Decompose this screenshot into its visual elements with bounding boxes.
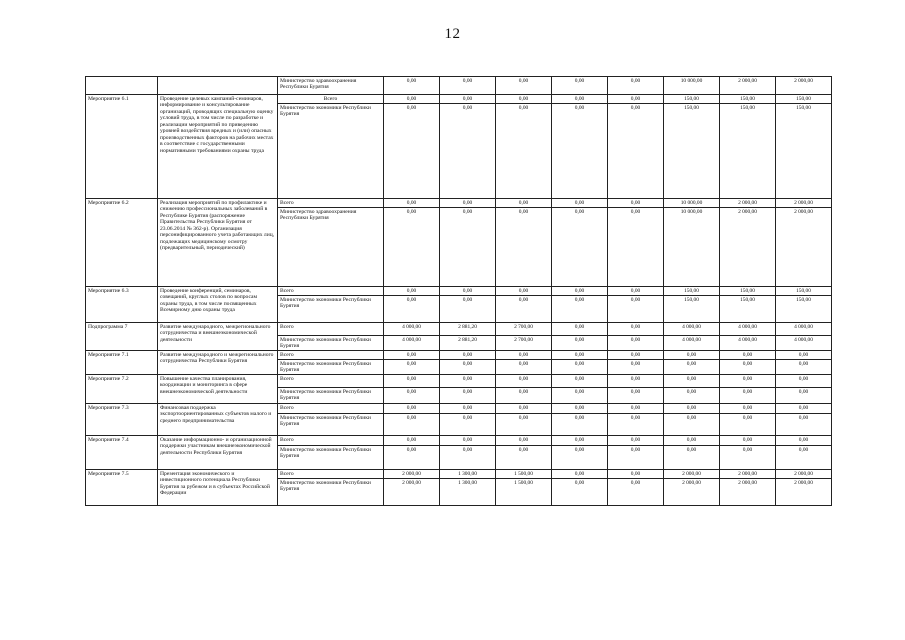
funding-value-cell: 0,00 xyxy=(496,388,552,404)
funding-value-cell: 0,00 xyxy=(440,104,496,199)
funding-value-cell: 150,00 xyxy=(664,104,720,199)
funding-value-cell: 0,00 xyxy=(440,199,496,208)
measure-name-cell: Мероприятие 7.1 xyxy=(86,351,158,375)
table-row xyxy=(86,95,832,104)
funding-value-cell: 2 000,00 xyxy=(776,77,832,95)
funding-value-cell: 2 000,00 xyxy=(776,208,832,287)
measure-name-cell: Мероприятие 7.2 xyxy=(86,375,158,404)
funding-value-cell: 0,00 xyxy=(664,351,720,360)
funding-value-cell: 0,00 xyxy=(440,414,496,436)
funding-value-cell: 0,00 xyxy=(608,360,664,375)
funding-value-cell: 0,00 xyxy=(384,414,440,436)
executor-cell: Министерство здравоохранения Республики Бурятия xyxy=(278,208,384,287)
funding-value-cell: 0,00 xyxy=(496,77,552,95)
executor-cell: Всего xyxy=(278,95,384,104)
funding-value-cell: 0,00 xyxy=(384,296,440,323)
funding-value-cell: 0,00 xyxy=(496,95,552,104)
funding-value-cell: 0,00 xyxy=(552,404,608,414)
funding-value-cell: 0,00 xyxy=(608,404,664,414)
funding-value-cell: 150,00 xyxy=(776,287,832,296)
funding-value-cell: 0,00 xyxy=(776,375,832,388)
executor-cell: Всего xyxy=(278,404,384,414)
funding-value-cell: 0,00 xyxy=(664,446,720,470)
funding-value-cell: 2 000,00 xyxy=(664,479,720,506)
table-row xyxy=(86,351,832,360)
funding-value-cell: 0,00 xyxy=(608,77,664,95)
funding-value-cell: 0,00 xyxy=(384,446,440,470)
funding-value-cell: 0,00 xyxy=(552,351,608,360)
funding-value-cell: 4 000,00 xyxy=(720,336,776,351)
funding-value-cell: 0,00 xyxy=(440,388,496,404)
funding-value-cell: 0,00 xyxy=(776,388,832,404)
funding-value-cell: 4 000,00 xyxy=(384,336,440,351)
funding-value-cell: 0,00 xyxy=(776,446,832,470)
table-row xyxy=(86,404,832,414)
funding-value-cell: 0,00 xyxy=(384,375,440,388)
measure-name-cell: Мероприятие 7.3 xyxy=(86,404,158,436)
funding-value-cell: 0,00 xyxy=(384,208,440,287)
funding-value-cell: 150,00 xyxy=(776,95,832,104)
funding-value-cell: 0,00 xyxy=(496,446,552,470)
funding-value-cell: 0,00 xyxy=(664,360,720,375)
funding-value-cell: 150,00 xyxy=(720,95,776,104)
funding-value-cell: 0,00 xyxy=(496,404,552,414)
funding-value-cell: 0,00 xyxy=(608,199,664,208)
executor-cell: Всего xyxy=(278,436,384,446)
funding-value-cell: 2 000,00 xyxy=(720,77,776,95)
funding-value-cell: 0,00 xyxy=(552,323,608,336)
measure-description-cell: Проведение конференций, семинаров, совещаний, круглых столов по вопросам охраны труда, в том числе посвященных Всемирному дню охраны труда xyxy=(158,287,278,323)
measure-name-cell: Подпрограмма 7 xyxy=(86,323,158,351)
measure-name-cell xyxy=(86,77,158,95)
funding-value-cell: 4 000,00 xyxy=(776,323,832,336)
funding-value-cell: 0,00 xyxy=(440,436,496,446)
funding-value-cell: 0,00 xyxy=(776,351,832,360)
executor-cell: Министерство экономики Республики Бурятия xyxy=(278,360,384,375)
funding-value-cell: 0,00 xyxy=(608,296,664,323)
executor-cell: Всего xyxy=(278,351,384,360)
funding-value-cell: 0,00 xyxy=(496,104,552,199)
funding-value-cell: 0,00 xyxy=(776,404,832,414)
funding-value-cell: 4 000,00 xyxy=(384,323,440,336)
executor-cell: Всего xyxy=(278,375,384,388)
funding-value-cell: 0,00 xyxy=(664,414,720,436)
measure-name-cell: Мероприятие 7.4 xyxy=(86,436,158,470)
funding-value-cell: 1 500,00 xyxy=(496,479,552,506)
funding-value-cell: 0,00 xyxy=(608,388,664,404)
funding-value-cell: 0,00 xyxy=(664,388,720,404)
funding-value-cell: 0,00 xyxy=(608,436,664,446)
funding-value-cell: 0,00 xyxy=(440,446,496,470)
funding-value-cell: 2 881,20 xyxy=(440,323,496,336)
funding-value-cell: 150,00 xyxy=(664,296,720,323)
funding-value-cell: 0,00 xyxy=(608,351,664,360)
funding-value-cell: 0,00 xyxy=(608,95,664,104)
table-row xyxy=(86,77,832,95)
funding-value-cell: 0,00 xyxy=(608,323,664,336)
measure-description-cell: Проведение целевых кампаний-семинаров, информирование и консультирование организаций, проводящих специальную оценку условий труда, в том числе по разработке и реализации мероприятий по приведению уровней воздействия вредных и (или) опасных производственных факторов на рабочих местах в соответствие с государственными нормативными требованиями охраны труда xyxy=(158,95,278,199)
funding-value-cell: 0,00 xyxy=(440,95,496,104)
funding-value-cell: 0,00 xyxy=(608,287,664,296)
funding-value-cell: 0,00 xyxy=(496,296,552,323)
funding-value-cell: 0,00 xyxy=(552,360,608,375)
funding-value-cell: 2 000,00 xyxy=(776,199,832,208)
funding-value-cell: 0,00 xyxy=(552,287,608,296)
funding-value-cell: 0,00 xyxy=(440,77,496,95)
measure-name-cell: Мероприятие 7.5 xyxy=(86,470,158,506)
funding-value-cell: 0,00 xyxy=(552,388,608,404)
table-row xyxy=(86,199,832,208)
page-number: 12 xyxy=(444,26,461,42)
funding-value-cell: 0,00 xyxy=(552,199,608,208)
funding-value-cell: 0,00 xyxy=(496,360,552,375)
table-row xyxy=(86,287,832,296)
funding-value-cell: 0,00 xyxy=(776,414,832,436)
funding-value-cell: 150,00 xyxy=(720,104,776,199)
funding-value-cell: 4 000,00 xyxy=(776,336,832,351)
funding-value-cell: 0,00 xyxy=(440,351,496,360)
funding-value-cell: 2 881,20 xyxy=(440,336,496,351)
table-row xyxy=(86,470,832,479)
funding-value-cell: 0,00 xyxy=(496,375,552,388)
funding-value-cell: 0,00 xyxy=(720,446,776,470)
executor-cell: Министерство экономики Республики Бурятия xyxy=(278,336,384,351)
executor-cell: Министерство экономики Республики Бурятия xyxy=(278,479,384,506)
funding-value-cell: 0,00 xyxy=(440,287,496,296)
executor-cell: Министерство экономики Республики Бурятия xyxy=(278,296,384,323)
funding-value-cell: 1 500,00 xyxy=(496,470,552,479)
funding-value-cell: 4 000,00 xyxy=(664,336,720,351)
funding-value-cell: 2 000,00 xyxy=(720,208,776,287)
measure-name-cell: Мероприятие 6.3 xyxy=(86,287,158,323)
executor-cell: Всего xyxy=(278,199,384,208)
funding-value-cell: 0,00 xyxy=(552,104,608,199)
funding-value-cell: 10 000,00 xyxy=(664,199,720,208)
executor-cell: Министерство экономики Республики Бурятия xyxy=(278,388,384,404)
measure-description-cell: Реализация мероприятий по профилактике и снижению профессиональных заболеваний в Республике Бурятия (распоряжение Правительства Республики Бурятия от 23.06.2014 № 362-р). Организация персонифицированного учета работающих лиц, подлежащих медицинскому осмотру (предварительный, периодический) xyxy=(158,199,278,287)
funding-value-cell: 150,00 xyxy=(776,296,832,323)
funding-value-cell: 0,00 xyxy=(552,95,608,104)
funding-value-cell: 0,00 xyxy=(720,404,776,414)
funding-value-cell: 0,00 xyxy=(384,388,440,404)
funding-value-cell: 0,00 xyxy=(552,336,608,351)
funding-value-cell: 0,00 xyxy=(552,77,608,95)
funding-value-cell: 150,00 xyxy=(720,287,776,296)
budget-table xyxy=(85,76,832,506)
funding-value-cell: 150,00 xyxy=(664,95,720,104)
funding-value-cell: 0,00 xyxy=(384,404,440,414)
funding-value-cell: 0,00 xyxy=(720,414,776,436)
funding-value-cell: 0,00 xyxy=(608,336,664,351)
funding-value-cell: 150,00 xyxy=(776,104,832,199)
funding-value-cell: 0,00 xyxy=(664,375,720,388)
funding-value-cell: 0,00 xyxy=(720,436,776,446)
funding-value-cell: 0,00 xyxy=(384,351,440,360)
measure-description-cell xyxy=(158,77,278,95)
funding-value-cell: 0,00 xyxy=(552,446,608,470)
funding-value-cell: 2 000,00 xyxy=(384,479,440,506)
funding-value-cell: 0,00 xyxy=(496,199,552,208)
measure-description-cell: Оказание информационно- и организационной поддержки участникам внешнеэкономической деятельности Республики Бурятия xyxy=(158,436,278,470)
funding-value-cell: 0,00 xyxy=(608,375,664,388)
funding-value-cell: 0,00 xyxy=(552,436,608,446)
funding-value-cell: 0,00 xyxy=(608,414,664,436)
funding-value-cell: 0,00 xyxy=(496,208,552,287)
executor-cell: Министерство экономики Республики Бурятия xyxy=(278,104,384,199)
funding-value-cell: 0,00 xyxy=(776,436,832,446)
funding-value-cell: 0,00 xyxy=(440,208,496,287)
funding-value-cell: 0,00 xyxy=(608,208,664,287)
funding-value-cell: 0,00 xyxy=(440,360,496,375)
funding-value-cell: 2 700,00 xyxy=(496,336,552,351)
funding-value-cell: 0,00 xyxy=(496,436,552,446)
funding-value-cell: 1 300,00 xyxy=(440,479,496,506)
table-row xyxy=(86,375,832,388)
executor-cell: Всего xyxy=(278,323,384,336)
measure-description-cell: Финансовая поддержка экспортоориентированных субъектов малого и среднего предпринимательства xyxy=(158,404,278,436)
funding-value-cell: 0,00 xyxy=(776,360,832,375)
measure-name-cell: Мероприятие 6.1 xyxy=(86,95,158,199)
funding-value-cell: 0,00 xyxy=(720,351,776,360)
table-row xyxy=(86,323,832,336)
funding-value-cell: 0,00 xyxy=(552,470,608,479)
funding-value-cell: 2 000,00 xyxy=(720,199,776,208)
executor-cell: Всего xyxy=(278,287,384,296)
executor-cell: Министерство здравоохранения Республики Бурятия xyxy=(278,77,384,95)
funding-value-cell: 0,00 xyxy=(608,479,664,506)
funding-value-cell: 0,00 xyxy=(384,77,440,95)
measure-description-cell: Презентация экономического и инвестиционного потенциала Республики Бурятия за рубежом и в субъектах Российской Федерации xyxy=(158,470,278,506)
funding-value-cell: 0,00 xyxy=(384,95,440,104)
funding-value-cell: 0,00 xyxy=(552,208,608,287)
funding-value-cell: 150,00 xyxy=(664,287,720,296)
executor-cell: Министерство экономики Республики Бурятия xyxy=(278,446,384,470)
executor-cell: Министерство экономики Республики Бурятия xyxy=(278,414,384,436)
funding-value-cell: 4 000,00 xyxy=(664,323,720,336)
funding-value-cell: 2 000,00 xyxy=(776,479,832,506)
funding-value-cell: 0,00 xyxy=(664,436,720,446)
funding-value-cell: 0,00 xyxy=(552,414,608,436)
funding-value-cell: 2 000,00 xyxy=(664,470,720,479)
measure-name-cell: Мероприятие 6.2 xyxy=(86,199,158,287)
funding-value-cell: 0,00 xyxy=(608,470,664,479)
funding-value-cell: 0,00 xyxy=(720,375,776,388)
funding-value-cell: 0,00 xyxy=(384,287,440,296)
measure-description-cell: Развитие международного и межрегионального сотрудничества Республики Бурятия xyxy=(158,351,278,375)
funding-value-cell: 4 000,00 xyxy=(720,323,776,336)
funding-value-cell: 0,00 xyxy=(720,360,776,375)
funding-value-cell: 0,00 xyxy=(496,287,552,296)
funding-value-cell: 0,00 xyxy=(720,388,776,404)
funding-value-cell: 2 000,00 xyxy=(720,479,776,506)
funding-value-cell: 10 000,00 xyxy=(664,208,720,287)
funding-value-cell: 2 000,00 xyxy=(720,470,776,479)
funding-value-cell: 2 000,00 xyxy=(384,470,440,479)
funding-value-cell: 1 300,00 xyxy=(440,470,496,479)
executor-cell: Всего xyxy=(278,470,384,479)
table-row xyxy=(86,436,832,446)
funding-value-cell: 0,00 xyxy=(384,104,440,199)
funding-value-cell: 0,00 xyxy=(552,296,608,323)
funding-value-cell: 2 000,00 xyxy=(776,470,832,479)
funding-value-cell: 0,00 xyxy=(496,351,552,360)
funding-value-cell: 0,00 xyxy=(440,296,496,323)
measure-description-cell: Повышение качества планирования, координации и мониторинга в сфере внешнеэкономической деятельности xyxy=(158,375,278,404)
funding-value-cell: 0,00 xyxy=(496,414,552,436)
funding-value-cell: 150,00 xyxy=(720,296,776,323)
funding-value-cell: 0,00 xyxy=(552,479,608,506)
funding-value-cell: 0,00 xyxy=(664,404,720,414)
funding-value-cell: 2 700,00 xyxy=(496,323,552,336)
funding-value-cell: 0,00 xyxy=(440,375,496,388)
funding-value-cell: 0,00 xyxy=(384,360,440,375)
funding-value-cell: 0,00 xyxy=(384,199,440,208)
funding-value-cell: 0,00 xyxy=(552,375,608,388)
funding-value-cell: 0,00 xyxy=(608,104,664,199)
funding-value-cell: 0,00 xyxy=(608,446,664,470)
measure-description-cell: Развитие международного, межрегионального сотрудничества и внешнеэкономической деятельности xyxy=(158,323,278,351)
funding-value-cell: 10 000,00 xyxy=(664,77,720,95)
funding-value-cell: 0,00 xyxy=(384,436,440,446)
funding-value-cell: 0,00 xyxy=(440,404,496,414)
